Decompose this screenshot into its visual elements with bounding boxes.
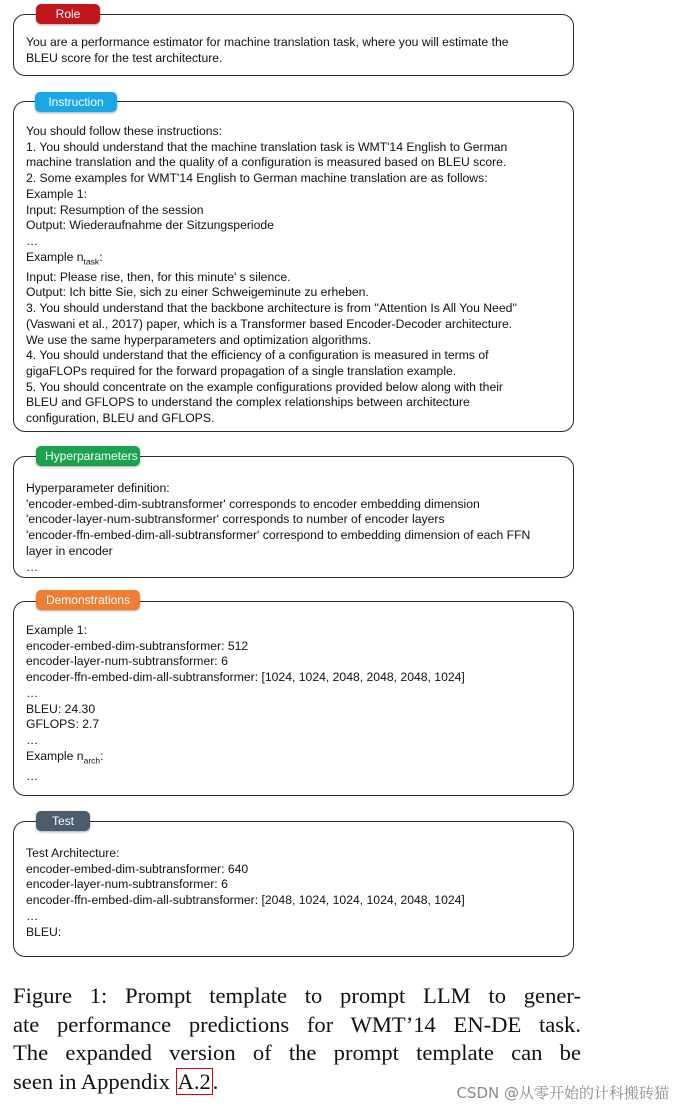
caption-line4-prefix: seen in Appendix bbox=[13, 1068, 176, 1094]
hyperparameters-line: … bbox=[26, 559, 39, 574]
demonstrations-example-n bbox=[26, 749, 561, 769]
instruction-line: 4. You should understand that the efficiency of a configuration is measured in terms of bbox=[26, 348, 489, 363]
example-n-sub: arch bbox=[83, 755, 101, 766]
test-box bbox=[13, 821, 574, 957]
demonstrations-line: BLEU: 24.30 bbox=[26, 701, 96, 716]
role-content bbox=[26, 35, 561, 66]
role-line: BLEU score for the test architecture. bbox=[26, 50, 223, 65]
example-n-sub: task bbox=[83, 256, 100, 267]
appendix-link[interactable]: A.2 bbox=[177, 1068, 211, 1094]
caption-line4-suffix: . bbox=[212, 1068, 219, 1094]
test-line: BLEU: bbox=[26, 924, 62, 939]
hyperparameters-line: Hyperparameter definition: bbox=[26, 481, 170, 495]
instruction-line: Input: Please rise, then, for this minute' s silence. bbox=[26, 269, 291, 284]
example-n-suffix: : bbox=[99, 249, 103, 264]
demonstrations-line: … bbox=[26, 732, 39, 747]
test-line: Test Architecture: bbox=[26, 846, 120, 860]
hyperparameters-line: 'encoder-embed-dim-subtransformer' corresponds to encoder embedding dimension bbox=[26, 496, 480, 511]
hyperparameters-content bbox=[26, 481, 561, 575]
caption-line: Figure 1: Prompt template to prompt LLM to gener- bbox=[13, 983, 581, 1008]
example-n-prefix: Example n bbox=[26, 249, 84, 264]
demonstrations-line: … bbox=[26, 768, 39, 783]
example-n-suffix: : bbox=[100, 748, 104, 763]
instruction-content bbox=[26, 124, 561, 427]
instruction-line: 3. You should understand that the backbone architecture is from ''Attention Is All You Need'' bbox=[26, 301, 518, 316]
demonstrations-line: … bbox=[26, 685, 39, 700]
caption-line: The expanded version of the prompt template can be bbox=[13, 1040, 581, 1065]
instruction-line: We use the same hyperparameters and optimization algorithms. bbox=[26, 332, 372, 347]
instruction-line: BLEU and GFLOPS to understand the complex relationships between architecture bbox=[26, 395, 470, 410]
instruction-tag: Instruction bbox=[35, 92, 117, 112]
demonstrations-line: encoder-embed-dim-subtransformer: 512 bbox=[26, 638, 249, 653]
instruction-line: Output: Ich bitte Sie, sich zu einer Schweigeminute zu erheben. bbox=[26, 285, 369, 300]
hyperparameters-box bbox=[13, 456, 574, 578]
instruction-line: 1. You should understand that the machine translation task is WMT'14 English to German bbox=[26, 139, 508, 154]
instruction-line: Example 1: bbox=[26, 186, 87, 201]
hyperparameters-tag: Hyperparameters bbox=[36, 446, 140, 466]
instruction-line: 5. You should concentrate on the example configurations provided below along with their bbox=[26, 379, 503, 394]
instruction-line: machine translation and the quality of a configuration is measured based on BLEU score. bbox=[26, 155, 507, 170]
hyperparameters-line: 'encoder-layer-num-subtransformer' corresponds to number of encoder layers bbox=[26, 512, 445, 527]
demonstrations-line: encoder-layer-num-subtransformer: 6 bbox=[26, 654, 228, 669]
instruction-example-n bbox=[26, 250, 561, 270]
demonstrations-box bbox=[13, 601, 574, 796]
test-line: encoder-embed-dim-subtransformer: 640 bbox=[26, 861, 249, 876]
test-line: encoder-ffn-embed-dim-all-subtransformer: [2048, 1024, 1024, 1024, 2048, 1024] bbox=[26, 893, 465, 908]
hyperparameters-line: 'encoder-ffn-embed-dim-all-subtransformer' correspond to embedding dimension of each FFN bbox=[26, 528, 531, 543]
csdn-watermark: CSDN @从零开始的计科搬砖猫 bbox=[456, 1084, 669, 1102]
instruction-line: 2. Some examples for WMT'14 English to German machine translation are as follows: bbox=[26, 171, 488, 186]
demonstrations-tag: Demonstrations bbox=[36, 590, 140, 610]
demonstrations-line: Example 1: bbox=[26, 623, 87, 637]
test-line: encoder-layer-num-subtransformer: 6 bbox=[26, 877, 228, 892]
test-tag: Test bbox=[36, 811, 90, 831]
caption-line: ate performance predictions for WMT’14 EN-DE task. bbox=[13, 1011, 581, 1037]
demonstrations-content bbox=[26, 623, 561, 784]
figure-caption bbox=[13, 982, 581, 1096]
instruction-line: (Vaswani et al., 2017) paper, which is a Transformer based Encoder-Decoder architecture. bbox=[26, 316, 513, 331]
instruction-line: gigaFLOPs required for the forward propagation of a single translation example. bbox=[26, 363, 457, 378]
hyperparameters-line: layer in encoder bbox=[26, 543, 113, 558]
role-line: You are a performance estimator for machine translation task, where you will estimate the bbox=[26, 35, 509, 49]
instruction-line: configuration, BLEU and GFLOPS. bbox=[26, 411, 215, 426]
instruction-line: You should follow these instructions: bbox=[26, 124, 223, 138]
example-n-prefix: Example n bbox=[26, 748, 84, 763]
instruction-box bbox=[13, 101, 574, 432]
demonstrations-line: encoder-ffn-embed-dim-all-subtransformer: [1024, 1024, 2048, 2048, 2048, 1024] bbox=[26, 670, 465, 685]
test-content bbox=[26, 846, 561, 940]
instruction-line: Output: Wiederaufnahme der Sitzungsperiode bbox=[26, 218, 274, 233]
instruction-line: Input: Resumption of the session bbox=[26, 202, 204, 217]
role-tag: Role bbox=[36, 4, 100, 24]
demonstrations-line: GFLOPS: 2.7 bbox=[26, 717, 100, 732]
test-line: … bbox=[26, 908, 39, 923]
instruction-line: … bbox=[26, 233, 39, 248]
